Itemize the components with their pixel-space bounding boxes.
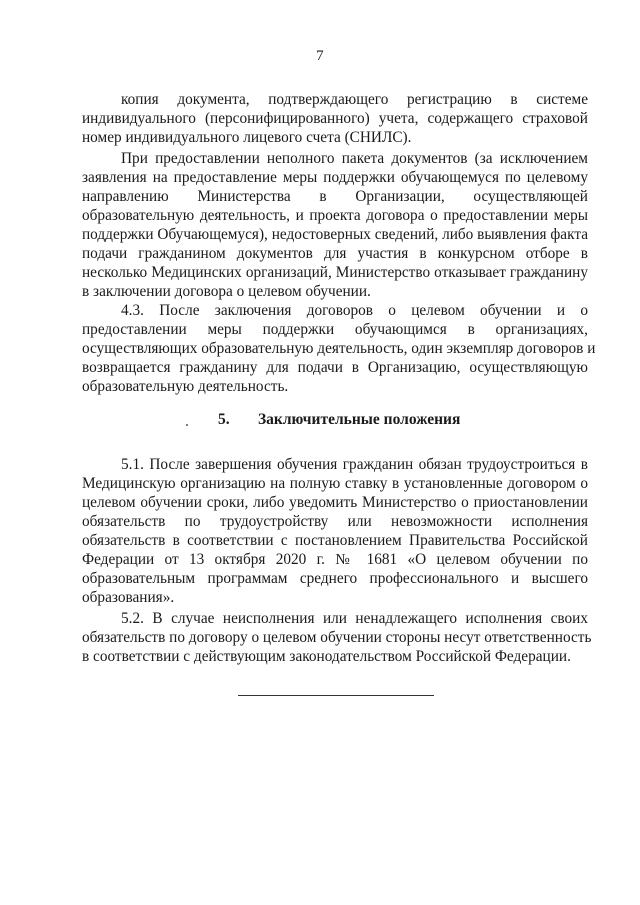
para-incomplete-line: При предоставлении неполного пакета документов (за исключением: [121, 150, 588, 167]
para-5-1-line: 5.1. После завершения обучения гражданин обязан трудоустроиться в: [121, 456, 588, 473]
para-4-3-line: возвращается гражданину для подачи в Организацию, осуществляющую: [82, 359, 588, 376]
para-4-3-line: 4.3. После заключения договоров о целевом обучении и о: [121, 302, 588, 319]
para-incomplete-line: поддержки Обучающемуся), недостоверных сведений, либо выявления факта: [82, 226, 588, 243]
para-incomplete-line: несколько Медицинских организаций, Министерство отказывает гражданину: [82, 264, 588, 281]
para-5-1-line: образовательным программам среднего профессионального и высшего: [82, 570, 588, 587]
para-5-2-line: в соответствии с действующим законодательством Российской Федерации.: [82, 648, 571, 665]
stray-dot: [186, 424, 188, 426]
page-number: 7: [316, 48, 324, 64]
para-5-1-line: Медицинскую организацию на полную ставку в установленные договором о: [82, 475, 588, 492]
para-5-1-line: образования».: [82, 589, 175, 606]
para-5-2-line: обязательств по договору о целевом обучении стороны несут ответственность: [82, 629, 592, 646]
section-5-title: Заключительные положения: [258, 411, 461, 428]
para-5-1-line: обязательств в соответствии с постановлением Правительства Российской: [82, 532, 588, 549]
para-5-1-line: Федерации от 13 октября 2020 г. № 1681 «О целевом обучении по: [82, 551, 588, 568]
para-4-3-line: предоставлении меры поддержки обучающимся в организациях,: [82, 321, 588, 338]
para-top-line: индивидуального (персонифицированного) учета, содержащего страховой: [82, 110, 588, 127]
para-top-line: копия документа, подтверждающего регистрацию в системе: [121, 91, 588, 108]
para-incomplete-line: направлению Министерства в Организации, осуществляющей: [82, 188, 588, 205]
end-rule: [238, 695, 434, 696]
para-incomplete-line: подачи гражданином документов для участия в конкурсном отборе в: [82, 245, 588, 262]
para-5-2-line: 5.2. В случае неисполнения или ненадлежащего исполнения своих: [121, 610, 588, 627]
section-5-number: 5.: [218, 411, 230, 428]
para-top-line: номер индивидуального лицевого счета (СНИЛС).: [82, 129, 412, 146]
para-incomplete-line: в заключении договора о целевом обучении.: [82, 283, 371, 300]
para-4-3-line: осуществляющих образовательную деятельность, один экземпляр договоров и: [82, 340, 596, 357]
para-incomplete-line: заявления на предоставление меры поддержки обучающемуся по целевому: [82, 169, 588, 186]
para-5-1-line: целевом обучении сроки, либо уведомить Министерство о приостановлении: [82, 494, 588, 511]
para-incomplete-line: образовательную деятельность, и проекта договора о предоставлении меры: [82, 207, 588, 224]
para-4-3-line: образовательную деятельность.: [82, 378, 289, 395]
para-5-1-line: обязательств по трудоустройству или невозможности исполнения: [82, 513, 588, 530]
